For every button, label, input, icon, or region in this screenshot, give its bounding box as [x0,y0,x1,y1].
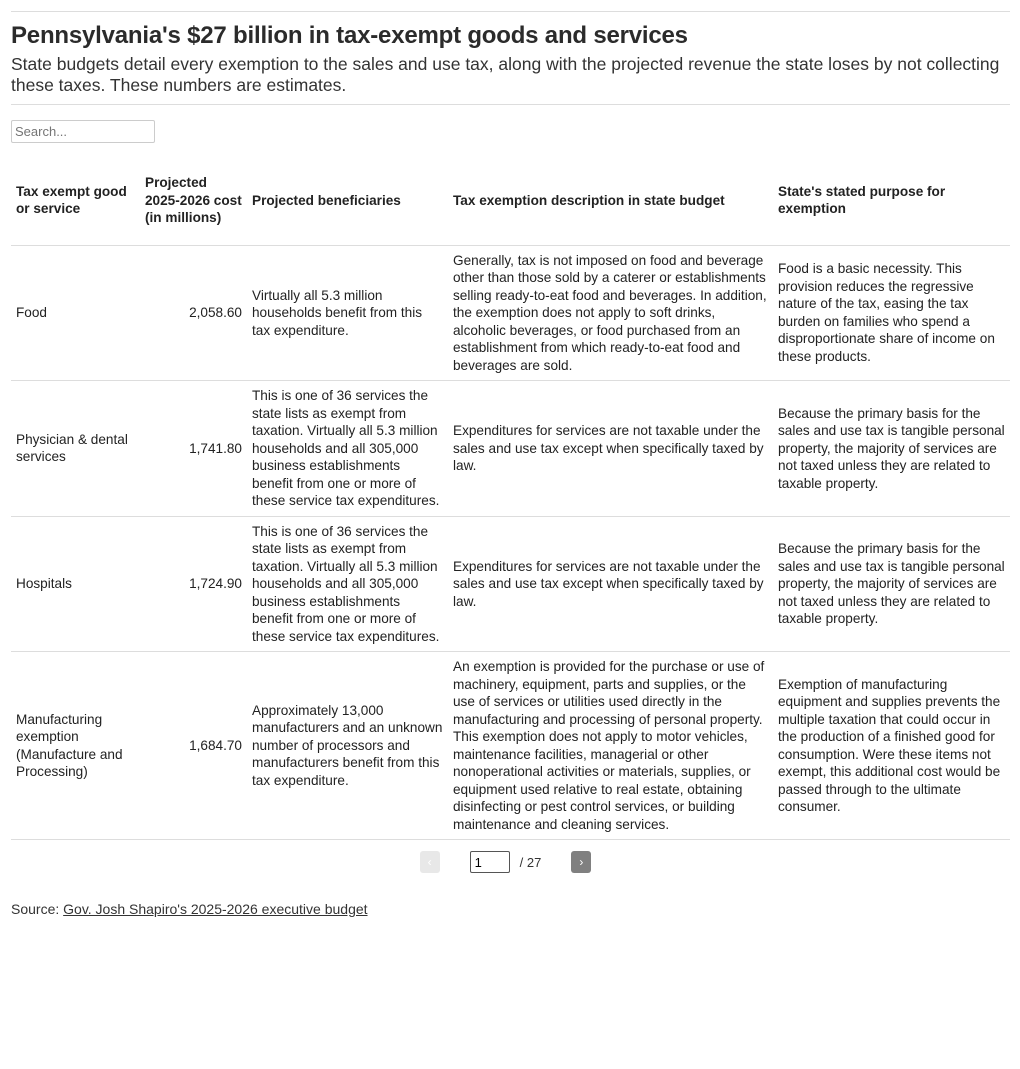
exemptions-table [11,169,1010,840]
column-header-beneficiaries[interactable]: Projected beneficiaries [247,169,448,245]
cell-description: Generally, tax is not imposed on food and beverage other than those sold by a caterer or establishments selling ready-to-eat food and beverages. In addition, the exemption does not apply to soft drinks, alcoholic beverages, or food purchased from an establishment from which ready-to-eat food and beverages are sold. [448,245,773,381]
cell-description: Expenditures for services are not taxable under the sales and use tax except when specifically taxed by law. [448,516,773,652]
column-header-cost[interactable]: Projected 2025-2026 cost (in millions) [140,169,247,245]
cell-description: An exemption is provided for the purchase or use of machinery, equipment, parts and supplies, or the use of services or utilities used directly in the manufacturing and processing of personal property. This exemption does not apply to motor vehicles, maintenance facilities, managerial or other nonoperational activities or materials, supplies, or equipment used relative to real estate, obtaining disinfecting or pest control services, or building maintenance and cleaning services. [448,652,773,840]
page-total: / 27 [519,854,542,870]
next-page-button[interactable]: › [571,851,591,873]
table-row [11,381,1010,517]
cell-cost: 1,724.90 [140,516,247,652]
page-title: Pennsylvania's $27 billion in tax-exempt goods and services [11,22,688,49]
top-divider [11,11,1010,12]
cell-purpose: Food is a basic necessity. This provision reduces the regressive nature of the tax, easing the tax burden on families who spend a disproportionate share of income on these products. [773,245,1010,381]
column-header-good[interactable]: Tax exempt good or service [11,169,140,245]
table-row [11,516,1010,652]
cell-good: Hospitals [11,516,140,652]
table-header-row [11,169,1010,245]
cell-cost: 2,058.60 [140,245,247,381]
cell-good: Food [11,245,140,381]
pagination [1,851,1010,873]
table-row [11,652,1010,840]
previous-page-button[interactable]: ‹ [420,851,440,873]
cell-beneficiaries: This is one of 36 services the state lists as exempt from taxation. Virtually all 5.3 million households and all 305,000 business establishments benefit from one or more of these service tax expenditures. [247,516,448,652]
page-subtitle: State budgets detail every exemption to the sales and use tax, along with the projected revenue the state loses by not collecting these taxes. These numbers are estimates. [11,54,1010,105]
cell-good: Physician & dental services [11,381,140,517]
source-note [11,901,1010,917]
cell-good: Manufacturing exemption (Manufacture and Processing) [11,652,140,840]
page-number-input[interactable] [470,851,510,873]
cell-beneficiaries: Approximately 13,000 manufacturers and an unknown number of processors and manufacturers benefit from this tax expenditure. [247,652,448,840]
cell-purpose: Because the primary basis for the sales and use tax is tangible personal property, the majority of services are not taxed unless they are related to taxable property. [773,381,1010,517]
cell-cost: 1,684.70 [140,652,247,840]
source-label: Source: [11,901,60,917]
cell-description: Expenditures for services are not taxable under the sales and use tax except when specifically taxed by law. [448,381,773,517]
page [11,11,1010,917]
search-input[interactable] [11,120,155,143]
column-header-purpose[interactable]: State's stated purpose for exemption [773,169,1010,245]
column-header-description[interactable]: Tax exemption description in state budget [448,169,773,245]
table-row [11,245,1010,381]
cell-purpose: Because the primary basis for the sales and use tax is tangible personal property, the majority of services are not taxed unless they are related to taxable property. [773,516,1010,652]
cell-beneficiaries: Virtually all 5.3 million households benefit from this tax expenditure. [247,245,448,381]
source-link[interactable]: Gov. Josh Shapiro's 2025-2026 executive budget [63,901,368,917]
cell-cost: 1,741.80 [140,381,247,517]
cell-purpose: Exemption of manufacturing equipment and supplies prevents the multiple taxation that could occur in the production of a finished good for consumption. Were these items not exempt, this additional cost would be passed through to the ultimate consumer. [773,652,1010,840]
cell-beneficiaries: This is one of 36 services the state lists as exempt from taxation. Virtually all 5.3 million households and all 305,000 business establishments benefit from one or more of these service tax expenditures. [247,381,448,517]
